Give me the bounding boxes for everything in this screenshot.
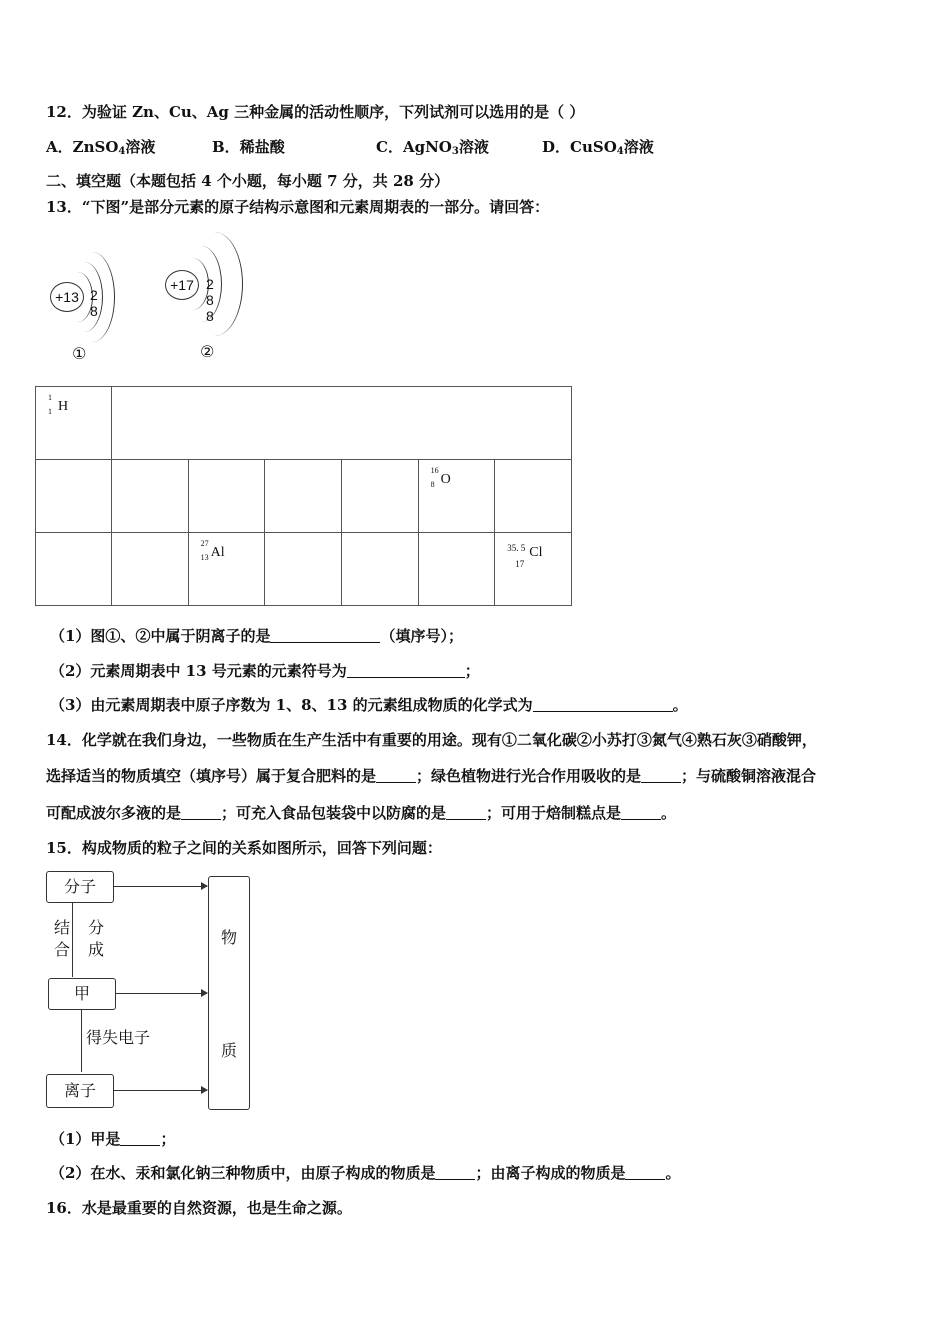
cell-o xyxy=(418,460,495,533)
q14-blank-3[interactable] xyxy=(181,805,221,820)
atom2-shells: 2 8 8 xyxy=(206,276,216,324)
substance-char-2: 质 xyxy=(221,1041,238,1060)
q15-blank-3[interactable] xyxy=(625,1165,665,1180)
jia-box: 甲 xyxy=(48,978,116,1010)
gain-lose-line xyxy=(81,1010,82,1072)
q13-blank-3[interactable] xyxy=(533,697,673,712)
atom2-label: ② xyxy=(200,342,215,361)
molecule-to-substance-arrow xyxy=(113,886,207,887)
q14-blank-5[interactable] xyxy=(621,805,661,820)
q12-option-a[interactable]: A．ZnSO$_4$溶液 xyxy=(46,138,156,157)
q15-sub1: （1）甲是 ； xyxy=(50,1130,176,1148)
q15-stem: 15．构成物质的粒子之间的关系如图所示，回答下列问题： xyxy=(46,839,442,857)
substance-box xyxy=(208,876,250,1110)
ion-to-substance-arrow xyxy=(113,1090,207,1091)
element-o: 16 8 O xyxy=(430,466,451,489)
atom1-shells: 2 8 xyxy=(90,287,100,319)
split-label: 分成 xyxy=(88,918,105,959)
q15-sub2: （2）在水、汞和氯化钠三种物质中，由原子构成的物质是 ；由离子构成的物质是 。 xyxy=(50,1164,681,1182)
q14-line-2: 选择适当的物质填空（填序号）属于复合肥料的是 ；绿色植物进行光合作用吸收的是 ；与硫酸铜溶液混合 xyxy=(46,767,817,785)
combine-line xyxy=(72,903,73,977)
q15-blank-1[interactable] xyxy=(120,1131,160,1146)
q13-blank-1[interactable] xyxy=(270,628,380,643)
atom2-nucleus: +17 xyxy=(165,270,199,300)
q12-option-c[interactable]: C．AgNO$_3$溶液 xyxy=(376,138,489,157)
atom1-label: ① xyxy=(72,344,87,363)
q14-blank-4[interactable] xyxy=(446,805,486,820)
atom1-nucleus: +13 xyxy=(50,282,84,312)
cell-al xyxy=(188,533,265,606)
q13-sub2: （2）元素周期表中 13 号元素的元素符号为 ； xyxy=(50,662,480,680)
combine-label: 结合 xyxy=(54,918,71,959)
q14-blank-1[interactable] xyxy=(376,768,416,783)
jia-to-substance-arrow xyxy=(115,993,207,994)
q12-option-d[interactable]: D．CuSO$_4$溶液 xyxy=(542,138,654,157)
q14-blank-2[interactable] xyxy=(641,768,681,783)
q13-stem: 13．“下图”是部分元素的原子结构示意图和元素周期表的一部分。请回答： xyxy=(46,198,550,216)
element-cl: 35. 5 17 Cl xyxy=(507,543,543,569)
q14-line-1: 14．化学就在我们身边，一些物质在生产生活中有重要的用途。现有①二氧化碳②小苏打③氮气④熟石灰③硝酸钾， xyxy=(46,731,817,749)
element-al: 27 13 Al xyxy=(200,539,225,562)
cell-h xyxy=(36,387,112,460)
molecule-box: 分子 xyxy=(46,871,114,903)
q13-blank-2[interactable] xyxy=(347,663,465,678)
section-2-heading: 二、填空题（本题包括 4 个小题，每小题 7 分，共 28 分） xyxy=(46,172,450,190)
q16-stem: 16．水是最重要的自然资源，也是生命之源。 xyxy=(46,1199,352,1217)
q12-stem: 12．为验证 Zn、Cu、Ag 三种金属的活动性顺序，下列试剂可以选用的是（ ） xyxy=(46,103,585,121)
cell-cl xyxy=(495,533,572,606)
q14-line-3: 可配成波尔多液的是 ；可充入食品包装袋中以防腐的是 ；可用于焙制糕点是 。 xyxy=(46,804,677,822)
gain-lose-label: 得失电子 xyxy=(86,1028,151,1047)
q15-blank-2[interactable] xyxy=(435,1165,475,1180)
ion-box: 离子 xyxy=(46,1074,114,1108)
periodic-table xyxy=(35,386,572,606)
substance-char-1: 物 xyxy=(221,928,238,947)
q13-sub3: （3）由元素周期表中原子序数为 1、8、13 的元素组成物质的化学式为 。 xyxy=(50,696,688,714)
q13-sub1: （1）图①、②中属于阴离子的是 （填序号）； xyxy=(50,627,463,645)
cell-empty-top xyxy=(112,387,572,460)
q12-option-b[interactable]: B．稀盐酸 xyxy=(212,138,285,156)
element-h: 1 1 H xyxy=(48,393,69,416)
